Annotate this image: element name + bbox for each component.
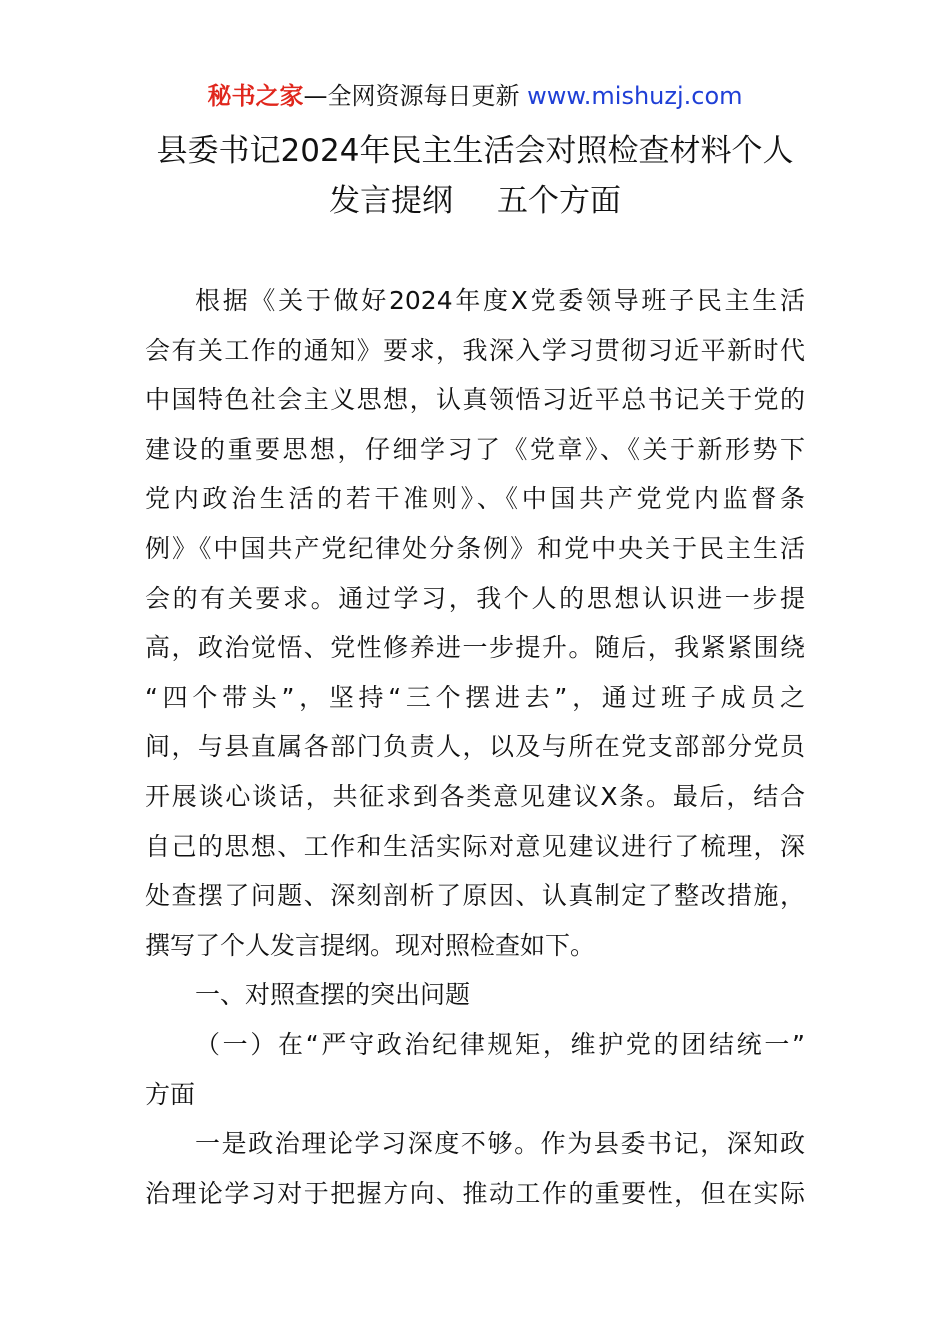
title-line-2-part-1: 发言提纲 xyxy=(329,182,453,219)
body-line: 例》《中国共产党纪律处分条例》和党中央关于民主生活 xyxy=(145,533,805,563)
body-line: 建设的重要思想，仔细学习了《党章》、《关于新形势下 xyxy=(145,434,805,464)
body-line: 党内政治生活的若干准则》、《中国共产党党内监督条 xyxy=(145,484,805,514)
body-line: 会有关工作的通知》要求，我深入学习贯彻习近平新时代 xyxy=(145,335,805,365)
site-slogan: —全网资源每日更新 xyxy=(303,82,520,110)
body-line: 高，政治觉悟、党性修养进一步提升。随后，我紧紧围绕 xyxy=(145,633,805,663)
brand-name: 秘书之家 xyxy=(207,82,304,110)
title-line-2-part-2: 五个方面 xyxy=(497,182,621,219)
body-line: 自己的思想、工作和生活实际对意见建议进行了梳理，深 xyxy=(145,831,805,861)
body-line: 开展谈心谈话，共征求到各类意见建议X条。最后，结合 xyxy=(145,781,805,811)
site-url-link[interactable]: www.mishuzj.com xyxy=(527,82,743,110)
body-line: 中国特色社会主义思想，认真领悟习近平总书记关于党的 xyxy=(145,385,805,415)
body-line: 处查摆了问题、深刻剖析了原因、认真制定了整改措施， xyxy=(145,881,805,911)
body-line: 撰写了个人发言提纲。现对照检查如下。 xyxy=(145,930,596,960)
section-heading: 一、对照查摆的突出问题 xyxy=(195,980,471,1010)
subsection-heading: （一）在“严守政治纪律规矩，维护党的团结统一” xyxy=(195,1029,805,1059)
body-line: 根据《关于做好2024年度X党委领导班子民主生活 xyxy=(195,286,805,315)
body-line: 治理论学习对于把握方向、推动工作的重要性，但在实际 xyxy=(145,1178,805,1208)
title-line-1: 县委书记2024年民主生活会对照检查材料个人 xyxy=(156,133,794,169)
body-line: 会的有关要求。通过学习，我个人的思想认识进一步提 xyxy=(145,583,805,613)
body-line: 间，与县直属各部门负责人，以及与所在党支部部分党员 xyxy=(145,732,805,762)
body-line: 一是政治理论学习深度不够。作为县委书记，深知政 xyxy=(195,1129,805,1159)
site-header xyxy=(0,80,950,112)
title-line-2 xyxy=(90,176,860,226)
body-line: “四个带头”，坚持“三个摆进去”，通过班子成员之 xyxy=(145,682,805,712)
document-title xyxy=(90,126,860,225)
subsection-heading-continued: 方面 xyxy=(145,1079,196,1109)
document-body xyxy=(145,276,805,1218)
